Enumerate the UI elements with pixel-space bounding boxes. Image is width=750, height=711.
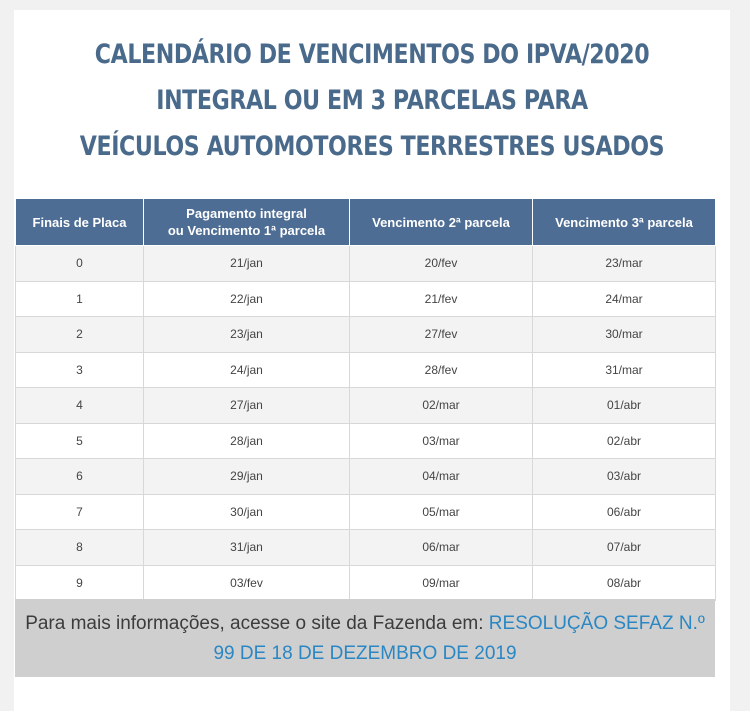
header-vencimento-2-parcela: Vencimento 2ª parcela: [350, 199, 533, 246]
table-row: [16, 494, 716, 530]
table-row: [16, 565, 716, 601]
table-row: [16, 530, 716, 566]
table-row: [16, 459, 716, 495]
cell-parcela-2: 05/mar: [350, 494, 533, 530]
cell-integral: 27/jan: [144, 388, 350, 424]
cell-final: 0: [16, 246, 144, 282]
cell-parcela-3: 08/abr: [533, 565, 716, 601]
header-vencimento-3-parcela: Vencimento 3ª parcela: [533, 199, 716, 246]
table-row: [16, 281, 716, 317]
content-card: [14, 10, 730, 711]
cell-final: 3: [16, 352, 144, 388]
cell-integral: 30/jan: [144, 494, 350, 530]
cell-integral: 31/jan: [144, 530, 350, 566]
cell-final: 6: [16, 459, 144, 495]
ipva-calendar-table-wrapper: [15, 198, 715, 601]
cell-parcela-3: 06/abr: [533, 494, 716, 530]
cell-parcela-3: 30/mar: [533, 317, 716, 353]
title-line-1: CALENDÁRIO DE VENCIMENTOS DO IPVA/2020: [94, 39, 650, 70]
cell-parcela-3: 07/abr: [533, 530, 716, 566]
cell-parcela-3: 31/mar: [533, 352, 716, 388]
table-row: [16, 246, 716, 282]
cell-parcela-2: 02/mar: [350, 388, 533, 424]
header-finais-de-placa: Finais de Placa: [16, 199, 144, 246]
cell-parcela-2: 28/fev: [350, 352, 533, 388]
cell-integral: 24/jan: [144, 352, 350, 388]
cell-final: 7: [16, 494, 144, 530]
cell-final: 1: [16, 281, 144, 317]
cell-parcela-2: 06/mar: [350, 530, 533, 566]
header-pagamento-integral-line2: ou Vencimento 1ª parcela: [167, 223, 326, 238]
ipva-calendar-table: [15, 198, 716, 601]
cell-final: 5: [16, 423, 144, 459]
cell-integral: 28/jan: [144, 423, 350, 459]
header-pagamento-integral: [144, 199, 350, 246]
title-line-2: INTEGRAL OU EM 3 PARCELAS PARA: [156, 85, 588, 116]
cell-parcela-2: 21/fev: [350, 281, 533, 317]
cell-parcela-3: 01/abr: [533, 388, 716, 424]
cell-final: 8: [16, 530, 144, 566]
cell-integral: 29/jan: [144, 459, 350, 495]
footer-text: Para mais informações, acesse o site da Fazenda em:: [25, 613, 489, 634]
cell-parcela-2: 04/mar: [350, 459, 533, 495]
table-row: [16, 317, 716, 353]
cell-parcela-3: 02/abr: [533, 423, 716, 459]
table-row: [16, 352, 716, 388]
title-line-3: VEÍCULOS AUTOMOTORES TERRESTRES USADOS: [79, 131, 665, 162]
cell-integral: 21/jan: [144, 246, 350, 282]
cell-final: 9: [16, 565, 144, 601]
cell-integral: 23/jan: [144, 317, 350, 353]
page-title: [78, 10, 665, 170]
cell-parcela-2: 27/fev: [350, 317, 533, 353]
cell-parcela-3: 23/mar: [533, 246, 716, 282]
table-row: [16, 388, 716, 424]
info-footer: [15, 599, 715, 677]
cell-final: 2: [16, 317, 144, 353]
cell-parcela-2: 09/mar: [350, 565, 533, 601]
cell-final: 4: [16, 388, 144, 424]
table-row: [16, 423, 716, 459]
cell-parcela-3: 03/abr: [533, 459, 716, 495]
table-header-row: [16, 199, 716, 246]
resolucao-sefaz-link[interactable]: RESOLUÇÃO SEFAZ N.º 99 DE 18 DE DEZEMBRO DE 2019: [213, 613, 705, 664]
cell-parcela-2: 03/mar: [350, 423, 533, 459]
header-pagamento-integral-line1: Pagamento integral: [186, 206, 307, 221]
cell-integral: 22/jan: [144, 281, 350, 317]
cell-parcela-3: 24/mar: [533, 281, 716, 317]
cell-parcela-2: 20/fev: [350, 246, 533, 282]
cell-integral: 03/fev: [144, 565, 350, 601]
